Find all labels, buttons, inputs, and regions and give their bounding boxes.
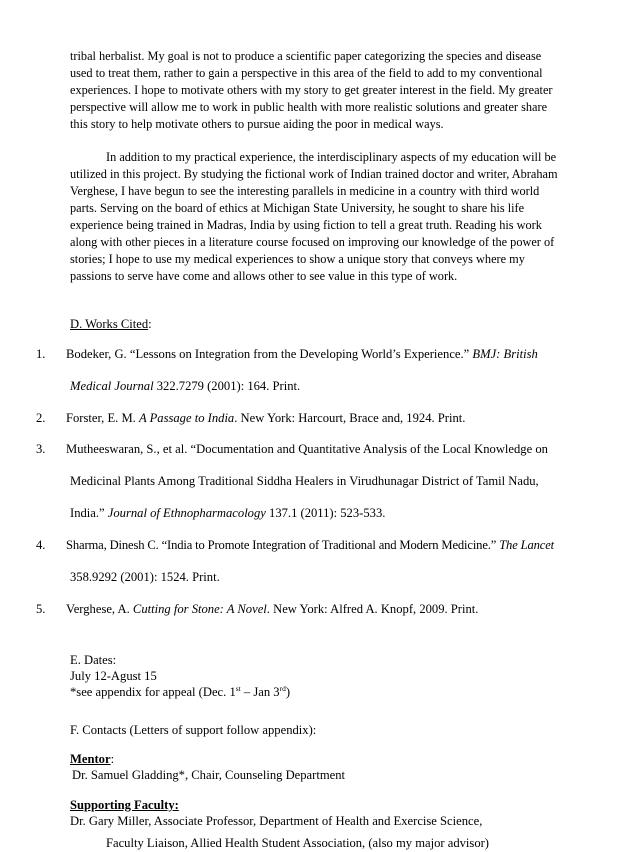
citation-line — [70, 378, 300, 394]
mentor-label-text: Mentor — [70, 752, 111, 766]
citation-text: India.” — [70, 506, 108, 520]
citation-line — [66, 601, 478, 617]
citation-line: Mutheeswaran, S., et al. “Documentation and Quantitative Analysis of the Local Knowledge on — [66, 442, 548, 456]
citation-text: 322.7279 (2001): 164. Print. — [153, 379, 301, 393]
citation-number: 5. — [36, 602, 46, 616]
mentor-label — [70, 751, 114, 767]
citation-journal: BMJ: British — [472, 347, 538, 361]
works-cited-heading — [70, 316, 152, 332]
dates-heading: E. Dates: — [70, 653, 117, 667]
citation-number: 4. — [36, 538, 46, 552]
text-line: this story to help motivate others to pursue aiding the poor in medical ways. — [70, 117, 444, 131]
citation-text: . New York: Harcourt, Brace and, 1924. Print. — [234, 411, 466, 425]
text-line: along with other pieces in a literature course focused on improving our knowledge of the power of — [70, 235, 555, 249]
works-cited-heading-text: D. Works Cited — [70, 317, 149, 331]
citation-text: Verghese, A. — [66, 602, 133, 616]
citation-text: Forster, E. M. — [66, 411, 139, 425]
citation-line: 358.9292 (2001): 1524. Print. — [70, 570, 220, 584]
text-line: used to treat them, rather to gain a perspective in this area of the field to add to my conventional — [70, 66, 543, 80]
faculty-line: Faculty Liaison, Allied Health Student Association, (also my major advisor) — [106, 836, 490, 850]
citation-line — [70, 505, 385, 521]
text-line: utilized in this project. By studying the fictional work of Indian trained doctor and writer, Abraham — [70, 167, 558, 181]
citation-line — [66, 537, 554, 553]
text-line: Verghese, I have begun to see the interesting parallels in medicine in a country with third world — [70, 184, 540, 198]
contacts-heading: F. Contacts (Letters of support follow appendix): — [70, 723, 317, 737]
citation-journal: Medical Journal — [70, 379, 154, 393]
ordinal-suffix: st — [235, 683, 241, 693]
citation-line — [66, 346, 538, 362]
citation-text: Bodeker, G. “Lessons on Integration from the Developing World’s Experience.” — [66, 347, 473, 361]
appeal-text: *see appendix for appeal (Dec. 1 — [70, 685, 236, 699]
dates-range: July 12-Agust 15 — [70, 669, 157, 683]
citation-text: Sharma, Dinesh C. “India to Promote Integration of Traditional and Modern Medicine.” — [66, 538, 500, 552]
text-line: stories; I hope to use my medical experiences to show a unique story that conveys where my — [70, 252, 525, 266]
mentor-label-colon: : — [110, 752, 115, 766]
citation-title: A Passage to India — [138, 411, 235, 425]
supporting-faculty-label: Supporting Faculty: — [70, 798, 179, 812]
works-cited-heading-colon: : — [148, 317, 152, 331]
citation-line — [66, 410, 465, 426]
text-line: passions to serve have come and allows other to see value in this type of work. — [70, 269, 458, 283]
text-line: In addition to my practical experience, the interdisciplinary aspects of my education will be — [106, 150, 557, 164]
ordinal-suffix: rd — [279, 683, 286, 693]
faculty-line: Dr. Gary Miller, Associate Professor, Department of Health and Exercise Science, — [70, 814, 483, 828]
citation-journal: Journal of Ethnopharmacology — [107, 506, 266, 520]
appeal-text: – Jan 3 — [240, 685, 280, 699]
text-line: tribal herbalist. My goal is not to produce a scientific paper categorizing the species and disease — [70, 49, 542, 63]
citation-title: Cutting for Stone: A Novel — [132, 602, 267, 616]
citation-number: 3. — [36, 442, 46, 456]
text-line: experience being trained in Madras, India by using fiction to tell a great truth. Reading his work — [70, 218, 542, 232]
text-line: experiences. I hope to motivate others with my story to get greater interest in the field. My greater — [70, 83, 553, 97]
text-line: perspective will allow me to work in public health with more realistic solutions and greater share — [70, 100, 548, 114]
citation-number: 1. — [36, 347, 46, 361]
citation-text: 137.1 (2011): 523-533. — [265, 506, 386, 520]
citation-journal: The Lancet — [499, 538, 555, 552]
citation-text: . New York: Alfred A. Knopf, 2009. Print. — [266, 602, 479, 616]
mentor-name: Dr. Samuel Gladding*, Chair, Counseling Department — [72, 768, 346, 782]
citation-line: Medicinal Plants Among Traditional Siddha Healers in Virudhunagar District of Tamil Nadu, — [70, 474, 539, 488]
citation-number: 2. — [36, 411, 46, 425]
text-line: parts. Serving on the board of ethics at Michigan State University, he sought to share his life — [70, 201, 525, 215]
dates-appeal-note — [70, 684, 290, 700]
appeal-text: ) — [285, 685, 291, 699]
